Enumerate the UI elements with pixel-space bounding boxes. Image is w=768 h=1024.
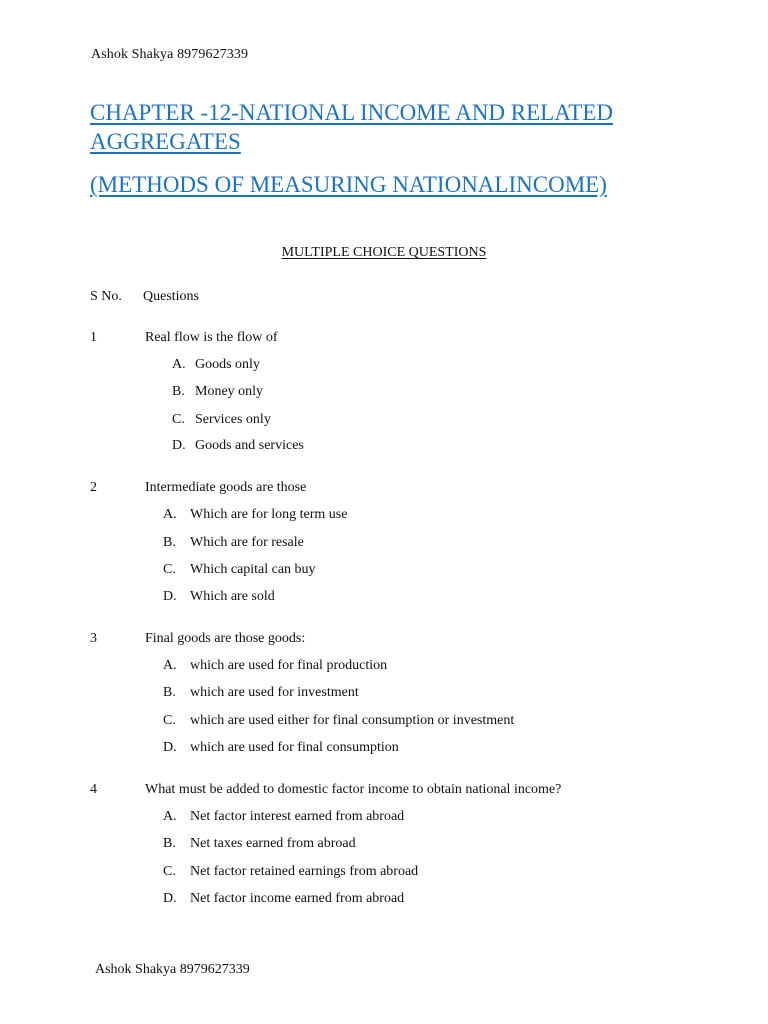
option-item bbox=[172, 384, 263, 400]
option-item bbox=[163, 589, 275, 605]
footer-author-line: Ashok Shakya 8979627339 bbox=[95, 962, 250, 977]
option-item bbox=[163, 685, 359, 701]
chapter-title: CHAPTER -12-NATIONAL INCOME AND RELATED AGGREGATES bbox=[90, 100, 614, 154]
option-letter: C. bbox=[172, 412, 185, 427]
question-number: 4 bbox=[90, 782, 97, 797]
question-text: Final goods are those goods: bbox=[145, 631, 306, 646]
option-letter: B. bbox=[172, 384, 185, 399]
option-item bbox=[163, 891, 404, 907]
option-item bbox=[163, 836, 356, 852]
option-item bbox=[172, 357, 260, 373]
option-text: which are used for final consumption bbox=[190, 740, 399, 755]
option-text: which are used for investment bbox=[190, 685, 359, 700]
option-item bbox=[163, 562, 316, 578]
option-text: Net factor interest earned from abroad bbox=[190, 809, 405, 824]
section-heading: MULTIPLE CHOICE QUESTIONS bbox=[281, 245, 487, 260]
option-letter: C. bbox=[163, 562, 176, 577]
option-item bbox=[172, 438, 304, 454]
question-text: Real flow is the flow of bbox=[145, 330, 278, 345]
option-item bbox=[163, 658, 387, 674]
option-text: Which are for resale bbox=[190, 535, 304, 550]
question-number: 1 bbox=[90, 330, 97, 345]
question-number: 3 bbox=[90, 631, 97, 646]
header-author-line: Ashok Shakya 8979627339 bbox=[91, 47, 249, 62]
option-text: Goods only bbox=[195, 357, 260, 372]
option-text: Which are sold bbox=[190, 589, 275, 604]
option-letter: D. bbox=[172, 438, 186, 453]
option-letter: B. bbox=[163, 535, 176, 550]
option-text: Which are for long term use bbox=[190, 507, 348, 522]
question-text: Intermediate goods are those bbox=[145, 480, 307, 495]
option-letter: A. bbox=[163, 507, 177, 522]
option-item bbox=[163, 535, 304, 551]
option-letter: D. bbox=[163, 891, 177, 906]
methods-title: (METHODS OF MEASURING NATIONALINCOME) bbox=[90, 172, 607, 197]
option-item bbox=[163, 864, 418, 880]
option-text: Net factor income earned from abroad bbox=[190, 891, 405, 906]
question-text: What must be added to domestic factor income to obtain national income? bbox=[145, 782, 562, 797]
option-text: which are used for final production bbox=[190, 658, 388, 673]
option-text: Money only bbox=[195, 384, 264, 399]
option-item bbox=[172, 412, 271, 428]
option-letter: A. bbox=[172, 357, 186, 372]
option-text: Which capital can buy bbox=[190, 562, 316, 577]
option-text: which are used either for final consumption or investment bbox=[190, 713, 515, 728]
question-number: 2 bbox=[90, 480, 97, 495]
option-item bbox=[163, 809, 404, 825]
option-text: Net factor retained earnings from abroad bbox=[190, 864, 419, 879]
option-item bbox=[163, 507, 347, 523]
option-letter: A. bbox=[163, 809, 177, 824]
option-text: Goods and services bbox=[195, 438, 304, 453]
option-letter: B. bbox=[163, 836, 176, 851]
option-item bbox=[163, 740, 399, 756]
option-letter: C. bbox=[163, 864, 176, 879]
option-letter: C. bbox=[163, 713, 176, 728]
option-item bbox=[163, 713, 514, 729]
option-letter: A. bbox=[163, 658, 177, 673]
option-text: Services only bbox=[195, 412, 271, 427]
column-header-sno: S No. bbox=[90, 289, 122, 304]
column-header-questions: Questions bbox=[143, 289, 199, 304]
option-letter: D. bbox=[163, 740, 177, 755]
option-letter: D. bbox=[163, 589, 177, 604]
option-letter: B. bbox=[163, 685, 176, 700]
option-text: Net taxes earned from abroad bbox=[190, 836, 356, 851]
